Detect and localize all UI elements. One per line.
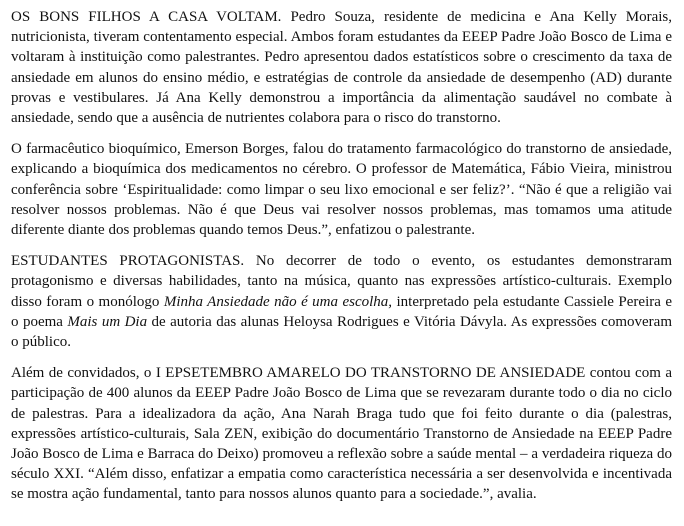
paragraph-text: ESTUDANTES PROTAGONISTAS. No decorrer de todo o evento, os estudantes demonstraram protagonismo e diversas habilidades, tanto na música, quanto nas expressões artístico-culturais. Exemplo disso foram o monólogo [11,253,672,310]
paragraph-text: de autoria das alunas Heloysa Rodrigues e Vitória Dávyla. As expressões comoveram o público. [11,313,672,351]
paragraph-text: interpretado pela estudante Cassiele Pereira e o poema [11,293,672,330]
paragraph-text: O farmacêutico bioquímico, Emerson Borges, falou do tratamento farmacológico do transtorno de ansiedade, explicando a bioquímica dos medicamentos no cérebro. O professor de Matemática, Fábio Vieira, ministrou conferência sobre ‘Espiritualidade: como limpar o seu lixo emocional e ser feliz?’. “Não é que a religião vai resolver nossos problemas. Não é que Deus vai resolver nossos problemas, mas tomamos uma atitude diferente diante dos problemas quando temos Deus.”, enfatizou o palestrante. [11,141,672,239]
paragraph-estudantes-protagonistas [11,251,672,352]
poem-title: Mais um Dia [67,313,148,330]
paragraph-text: Além de convidados, o I EPSETEMBRO AMARELO DO TRANSTORNO DE ANSIEDADE contou com a participação de 400 alunos da EEEP Padre João Bosco de Lima que se revezaram durante todo o dia no ciclo de palestras. Para a idealizadora da ação, Ana Narah Braga tudo que foi feito durante o dia (palestras, expressões artístico-culturais, Sala ZEN, exibição do documentário Transtorno de Ansiedade na EEEP Padre João Bosco de Lima e Barraca do Deixo) promoveu a reflexão sobre a saúde mental – a verdadeira riqueza do século XXI. “Além disso, enfatizar a empatia como característica necessária a ser desenvolvida e incentivada se mostra ação fundamental, tanto para nossos alunos quanto para a sociedade.”, avalia. [11,365,672,503]
paragraph-text: OS BONS FILHOS A CASA VOLTAM. Pedro Souza, residente de medicina e Ana Kelly Morais, nutricionista, tiveram contentamento especial. Ambos foram estudantes da EEEP Padre João Bosco de Lima e voltaram à instituição como palestrantes. Pedro apresentou dados estatísticos sobre o crescimento da taxa de ansiedade em alunos do ensino médio, e estratégias de controle da ansiedade de desempenho (AD) durante provas e vestibulares. Já Ana Kelly demonstrou a importância da alimentação saudável no combate à ansiedade, sendo que a ausência de nutrientes colabora para o risco do transtorno. [11,9,672,127]
paragraph-setembro-amarelo [11,363,672,504]
monologue-title: Minha Ansiedade não é uma escolha, [163,293,393,310]
paragraph-bons-filhos [11,7,672,128]
paragraph-farmaceutico [11,139,672,240]
